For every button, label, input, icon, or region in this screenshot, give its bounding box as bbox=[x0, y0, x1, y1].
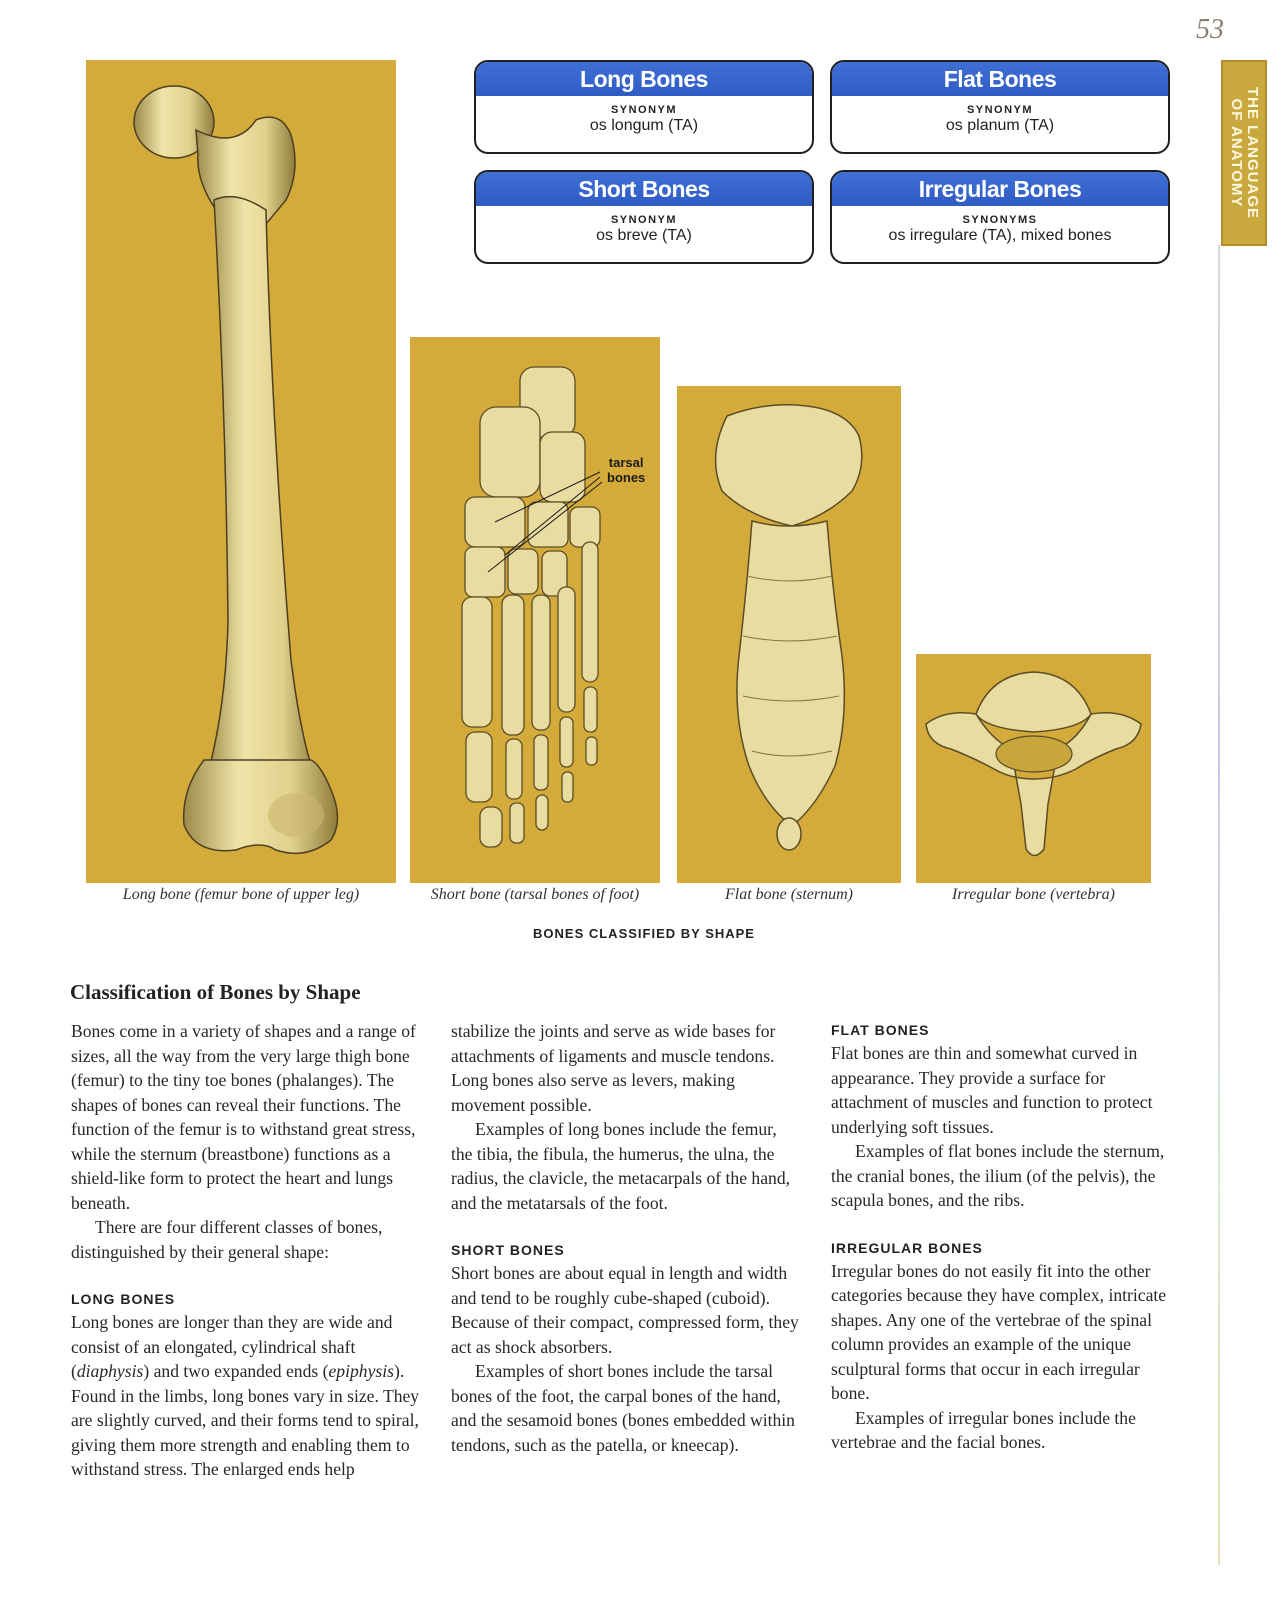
subheading-irregular-bones: IRREGULAR BONES bbox=[831, 1239, 983, 1256]
synonym-value: os breve (TA) bbox=[596, 227, 692, 244]
tarsal-bones-label: tarsal bones bbox=[607, 455, 646, 485]
figure-title: BONES CLASSIFIED BY SHAPE bbox=[533, 926, 755, 941]
paragraph: Examples of flat bones include the sternum, the cranial bones, the ilium (of the pelvis), the scapula bones, and the ribs. bbox=[831, 1141, 1165, 1210]
section-heading: Classification of Bones by Shape bbox=[70, 980, 361, 1004]
subheading-short-bones: SHORT BONES bbox=[451, 1242, 565, 1258]
synonym-box-flat bbox=[830, 60, 1170, 154]
synonym-label: SYNONYM bbox=[966, 104, 1034, 116]
column-1 bbox=[71, 1019, 421, 1482]
column-3 bbox=[831, 1019, 1181, 1455]
vertebra-illustration bbox=[916, 654, 1151, 883]
paragraph: There are four different classes of bones, distinguished by their general shape: bbox=[71, 1217, 383, 1262]
synonym-label: SYNONYMS bbox=[962, 214, 1038, 226]
page-number: 53 bbox=[1196, 14, 1224, 45]
paragraph: Flat bones are thin and somewhat curved in appearance. They provide a surface for attachment of muscles and function to protect underlying soft tissues. bbox=[831, 1043, 1153, 1137]
synonym-label: SYNONYM bbox=[610, 104, 678, 116]
synonym-value: os irregulare (TA), mixed bones bbox=[888, 227, 1112, 244]
synonym-box-title: Short Bones bbox=[476, 172, 812, 206]
caption-short-bone: Short bone (tarsal bones of foot) bbox=[430, 886, 640, 903]
subheading-long-bones: LONG BONES bbox=[71, 1291, 176, 1307]
synonym-box-irregular bbox=[830, 170, 1170, 264]
vertebra-drawing bbox=[916, 654, 1151, 883]
paragraph: Examples of short bones include the tarsal bones of the foot, the carpal bones of the hand, and the sesamoid bones (bones embedded within tendons, such as the patella, or kneecap). bbox=[451, 1361, 795, 1455]
paragraph: Short bones are about equal in length and width and tend to be roughly cube-shaped (cuboid). Because of their compact, compressed form, they act as shock absorbers. bbox=[451, 1263, 799, 1357]
caption-flat-bone: Flat bone (sternum) bbox=[725, 886, 853, 903]
foot-drawing bbox=[410, 337, 660, 883]
synonym-box-title: Irregular Bones bbox=[832, 172, 1168, 206]
side-rule bbox=[1218, 245, 1220, 1565]
paragraph: Long bones are longer than they are wide and consist of an elongated, cylindrical shaft (diaphysis) and two expanded ends (epiphysis). Found in the limbs, long bones vary in size. They are slightly curved, and their forms tend to spiral, giving them more strength and enabling them to withstand stress. The enlarged ends help bbox=[71, 1312, 420, 1479]
chapter-tab-label: THE LANGUAGE OF ANATOMY bbox=[1228, 87, 1261, 219]
synonym-box-long bbox=[474, 60, 814, 154]
column-2 bbox=[451, 1019, 801, 1457]
paragraph: Examples of irregular bones include the vertebrae and the facial bones. bbox=[831, 1407, 1136, 1452]
synonym-label: SYNONYM bbox=[610, 214, 678, 226]
caption-irregular-bone: Irregular bone (vertebra) bbox=[952, 886, 1115, 903]
paragraph: Irregular bones do not easily fit into the other categories because they have complex, intricate shapes. Any one of the vertebrae of the spinal column provides an example of the unique sculptural forms that occur in each irregular bone. bbox=[831, 1260, 1167, 1403]
synonym-value: os longum (TA) bbox=[589, 117, 699, 134]
femur-illustration bbox=[86, 60, 396, 883]
femur-drawing bbox=[86, 60, 396, 883]
sternum-drawing bbox=[677, 386, 901, 883]
sternum-illustration bbox=[677, 386, 901, 883]
paragraph: Bones come in a variety of shapes and a range of sizes, all the way from the very large thigh bone (femur) to the tiny toe bones (phalanges). The shapes of bones can reveal their functions. The function of the femur is to withstand great stress, while the sternum (breastbone) functions as a shield-like form to protect the heart and lungs beneath. bbox=[71, 1021, 416, 1213]
synonym-value: os planum (TA) bbox=[945, 117, 1055, 134]
synonym-box-title: Flat Bones bbox=[832, 62, 1168, 96]
synonym-box-short bbox=[474, 170, 814, 264]
synonym-box-title: Long Bones bbox=[476, 62, 812, 96]
caption-long-bone: Long bone (femur bone of upper leg) bbox=[122, 886, 360, 903]
foot-illustration bbox=[410, 337, 660, 883]
subheading-flat-bones: FLAT BONES bbox=[831, 1022, 930, 1038]
paragraph: Examples of long bones include the femur, the tibia, the fibula, the humerus, the ulna, the radius, the clavicle, the metacarpals of the hand, and the metatarsals of the foot. bbox=[451, 1119, 791, 1213]
chapter-tab bbox=[1221, 60, 1267, 246]
paragraph: stabilize the joints and serve as wide bases for attachments of ligaments and muscle tendons. Long bones also serve as levers, making movement possible. bbox=[451, 1021, 776, 1115]
